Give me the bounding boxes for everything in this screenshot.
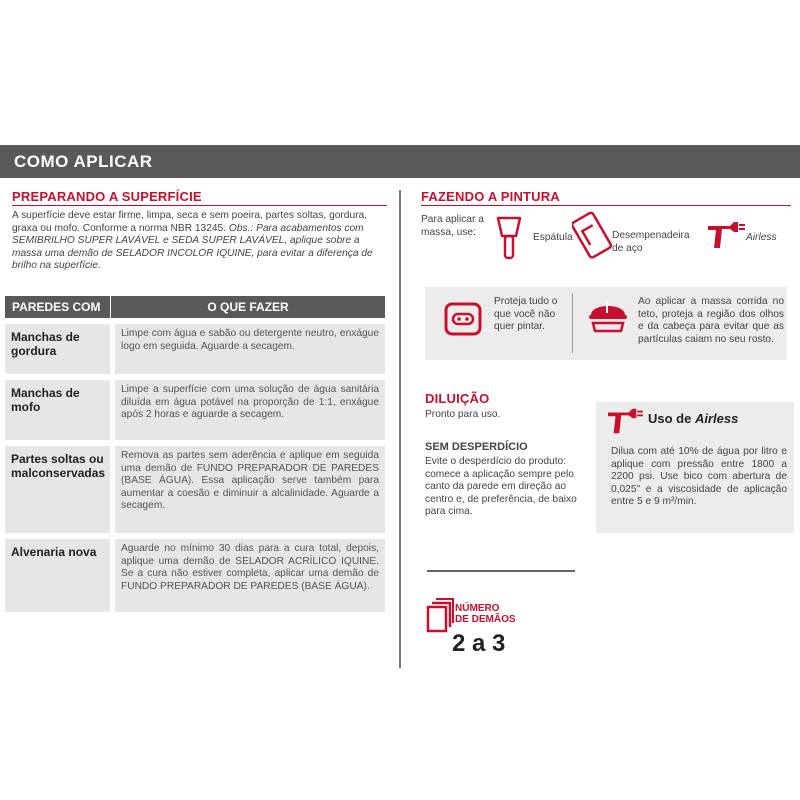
airless-title [648,411,738,426]
table-header-col2: O QUE FAZER [110,296,385,318]
paint-layers-icon [426,597,454,635]
coats-label-line2: DE DEMÃOS [455,614,516,625]
table-row [5,446,385,533]
tool-label: Espátula [533,232,573,243]
table-row [5,324,385,374]
table-row-label: Alvenaria nova [5,539,110,612]
table-row-label: Manchas de gordura [5,324,110,374]
tool-label: Airless [746,232,777,243]
waste-title: SEM DESPERDÍCIO [425,441,528,453]
table-row-text: Remova as partes sem aderência e aplique em seguida uma demão de FUNDO PREPARADOR DE PAREDES (BASE ÁGUA). Essa aplicação serve também para aumentar a coesão e diminuir a alcalinidade. Aguarde a secagem. [115,446,385,533]
airless-gun-icon [704,218,746,252]
dilution-ready: Pronto para uso. [425,409,501,420]
section-title: COMO APLICAR [14,151,153,171]
prep-paragraph [12,210,387,273]
safety-helmet-icon [585,297,631,337]
table-row-text: Limpe com água e sabão ou detergente neutro, enxágue logo em seguida. Aguarde a secagem. [115,324,385,374]
airless-gun-icon [604,405,644,437]
airless-title-word: Airless [694,411,739,426]
table-row-text: Aguarde no mínimo 30 dias para a cura total, depois, aplique uma demão de SELADOR ACRÍLICO IQUINE. Se a cura não estiver completa, aplicar uma demão de FUNDO PREPARADOR DE PAREDES (BASE ÁGUA). [115,539,385,612]
table-row-text: Limpe a superfície com uma solução de água sanitária diluída em água potável na proporção de 1:1, enxágue após 2 horas e aguarde a secagem. [115,380,385,440]
column-divider [399,190,401,668]
waste-text: Evite o desperdício do produto: comece a aplicação sempre pelo canto da parede em direção ao centro e, de preferência, de baixo para cima. [425,456,577,517]
protect-text: Proteja tudo o que você não quer pintar. [494,296,558,332]
outlet-icon [443,301,483,337]
prep-text: A superfície deve estar firme, limpa, seca e sem poeira, partes soltas, gordura, graxa ou mofo. Conforme a norma NBR 13245. [12,210,368,234]
airless-text: Dilua com até 10% de água por litro e aplique com pressão entre 1800 a 2200 psi. Use bico com abertura de 0,025" e a viscosidade de aplicação entre 5 e 9 m²/min. [611,446,787,507]
coats-value: 2 a 3 [452,630,506,657]
coats-label [455,603,516,625]
prep-title-underline [12,205,387,206]
trowel-icon [572,211,612,261]
table-header-col1: PAREDES COM [12,300,101,314]
prep-obs-text: Obs.: Para acabamentos com SEMIBRILHO SUPER LAVÁVEL e SEDA SUPER LAVÁVEL, aplique sobre a massa uma demão de SELADOR INCOLOR IQUINE, para evitar a diferença de brilho na superfície. [12,222,373,271]
airless-title-prefix: Uso de [648,411,692,426]
protection-divider [572,293,573,353]
divider-line [427,570,575,572]
section-header [0,145,800,178]
tool-label: Desempenadeira de aço [612,230,690,254]
surface-table [5,296,385,612]
table-header [5,296,385,318]
dilution-title: DILUIÇÃO [425,391,490,406]
table-row-label: Partes soltas ou malconservadas [5,446,110,533]
table-row-label: Manchas de mofo [5,380,110,440]
table-row [5,380,385,440]
apply-with-text: Para aplicar a massa, use: [421,214,484,238]
prep-title: PREPARANDO A SUPERFÍCIE [12,189,202,204]
paint-title-underline [421,205,791,206]
protect-text: Ao aplicar a massa corrida no teto, proteja a região dos olhos e da cabeça para evitar que as partículas caiam no seu rosto. [638,296,784,345]
coats-label-line1: NÚMERO [455,603,500,614]
table-row [5,539,385,612]
paint-title: FAZENDO A PINTURA [421,189,560,204]
spatula-icon [492,214,526,262]
